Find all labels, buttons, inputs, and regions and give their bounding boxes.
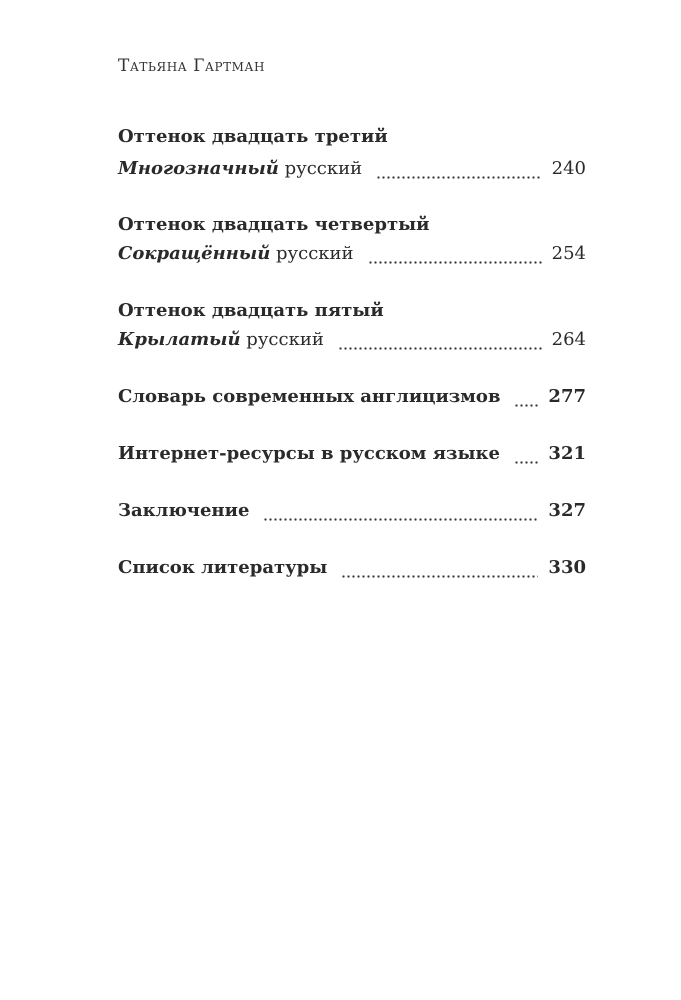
- toc-entry[interactable]: [118, 156, 586, 182]
- subtitle-rest: русский: [240, 329, 324, 350]
- entry-title: Список литературы: [118, 557, 328, 578]
- entry-title: Заключение: [118, 500, 250, 521]
- page-number: 277: [548, 386, 586, 407]
- subtitle-rest: русский: [270, 243, 354, 264]
- dot-leader: [514, 384, 538, 410]
- toc-entry[interactable]: [118, 241, 586, 267]
- toc-chapter-title: [118, 212, 586, 238]
- subtitle-emphasis: Сокращённый: [118, 243, 271, 264]
- toc-entry[interactable]: [118, 498, 586, 524]
- page-number: 254: [551, 243, 586, 264]
- toc-chapter-title: [118, 124, 586, 150]
- toc-entry[interactable]: [118, 555, 586, 581]
- toc-entry[interactable]: [118, 384, 586, 410]
- entry-subtitle: [118, 156, 362, 182]
- toc-entry[interactable]: [118, 327, 586, 353]
- page-number: 330: [548, 557, 586, 578]
- page-number: 327: [548, 500, 586, 521]
- page-number: 240: [551, 158, 586, 179]
- chapter-title: Оттенок двадцать четвертый: [118, 214, 430, 235]
- subtitle-emphasis: Многозначный: [118, 158, 279, 179]
- entry-title: Словарь современных англицизмов: [118, 386, 501, 407]
- dot-leader: [368, 241, 542, 267]
- toc-entry[interactable]: [118, 441, 586, 467]
- entry-subtitle: [118, 327, 324, 353]
- page-number: 321: [548, 443, 586, 464]
- dot-leader: [376, 156, 542, 182]
- chapter-title: Оттенок двадцать третий: [118, 126, 388, 147]
- dot-leader: [514, 441, 538, 467]
- running-header-author: Татьяна Гартман: [118, 56, 265, 76]
- dot-leader: [263, 498, 538, 524]
- subtitle-emphasis: Крылатый: [118, 329, 241, 350]
- toc-chapter-title: [118, 298, 586, 324]
- dot-leader: [338, 327, 542, 353]
- page-number: 264: [551, 329, 586, 350]
- subtitle-rest: русский: [278, 158, 363, 179]
- entry-subtitle: [118, 241, 354, 267]
- chapter-title: Оттенок двадцать пятый: [118, 300, 384, 321]
- dot-leader: [341, 555, 538, 581]
- entry-title: Интернет-ресурсы в русском языке: [118, 443, 500, 464]
